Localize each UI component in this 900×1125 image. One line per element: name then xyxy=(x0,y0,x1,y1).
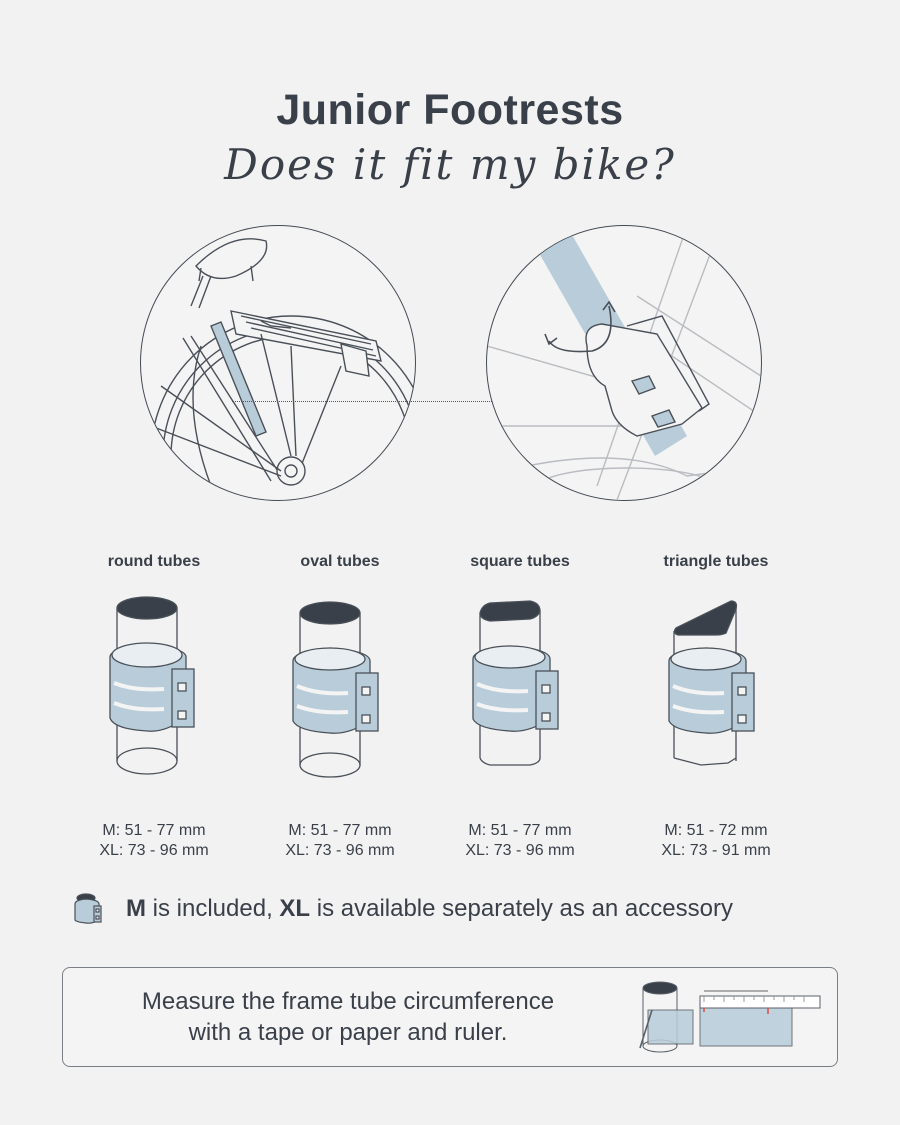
triangle-tube-clamp-figure xyxy=(616,593,816,783)
size-xl-range: XL: 73 - 96 mm xyxy=(285,842,395,859)
size-xl-range: XL: 73 - 96 mm xyxy=(99,842,209,859)
size-xl-range: XL: 73 - 96 mm xyxy=(465,842,575,859)
size-m-label: M xyxy=(126,895,146,922)
measure-instructions-box xyxy=(62,967,838,1067)
measure-line-1: Measure the frame tube circumference xyxy=(141,988,555,1015)
size-m-range: M: 51 - 77 mm xyxy=(288,822,392,839)
tube-label: square tubes xyxy=(470,553,570,570)
bike-rear-illustration xyxy=(140,225,416,501)
tube-type-round xyxy=(54,553,254,861)
tube-type-square xyxy=(420,553,620,861)
tube-label: round tubes xyxy=(107,553,201,570)
square-tube-clamp-figure xyxy=(420,593,620,783)
page-subtitle: Does it fit my bike? xyxy=(224,140,676,189)
size-m-range: M: 51 - 77 mm xyxy=(468,822,572,839)
measure-line-2: with a tape or paper and ruler. xyxy=(188,1019,508,1046)
included-note xyxy=(72,892,852,928)
size-m-range: M: 51 - 72 mm xyxy=(664,822,768,839)
size-xl-range: XL: 73 - 91 mm xyxy=(661,842,771,859)
page-title: Junior Footrests xyxy=(276,86,624,134)
oval-tube-clamp-figure xyxy=(240,593,440,783)
clamp-icon xyxy=(72,892,104,926)
tube-type-triangle xyxy=(616,553,816,861)
note-text-end: is available separately as an accessory xyxy=(310,895,733,922)
tape-measure-icon xyxy=(638,980,823,1054)
note-text-mid: is included, xyxy=(146,895,280,922)
tube-type-oval xyxy=(240,553,440,861)
tube-label: oval tubes xyxy=(300,553,380,570)
round-tube-clamp-figure xyxy=(54,593,254,783)
tube-label: triangle tubes xyxy=(663,553,769,570)
clamp-detail-illustration xyxy=(486,225,762,501)
size-m-range: M: 51 - 77 mm xyxy=(102,822,206,839)
size-xl-label: XL xyxy=(279,895,311,922)
